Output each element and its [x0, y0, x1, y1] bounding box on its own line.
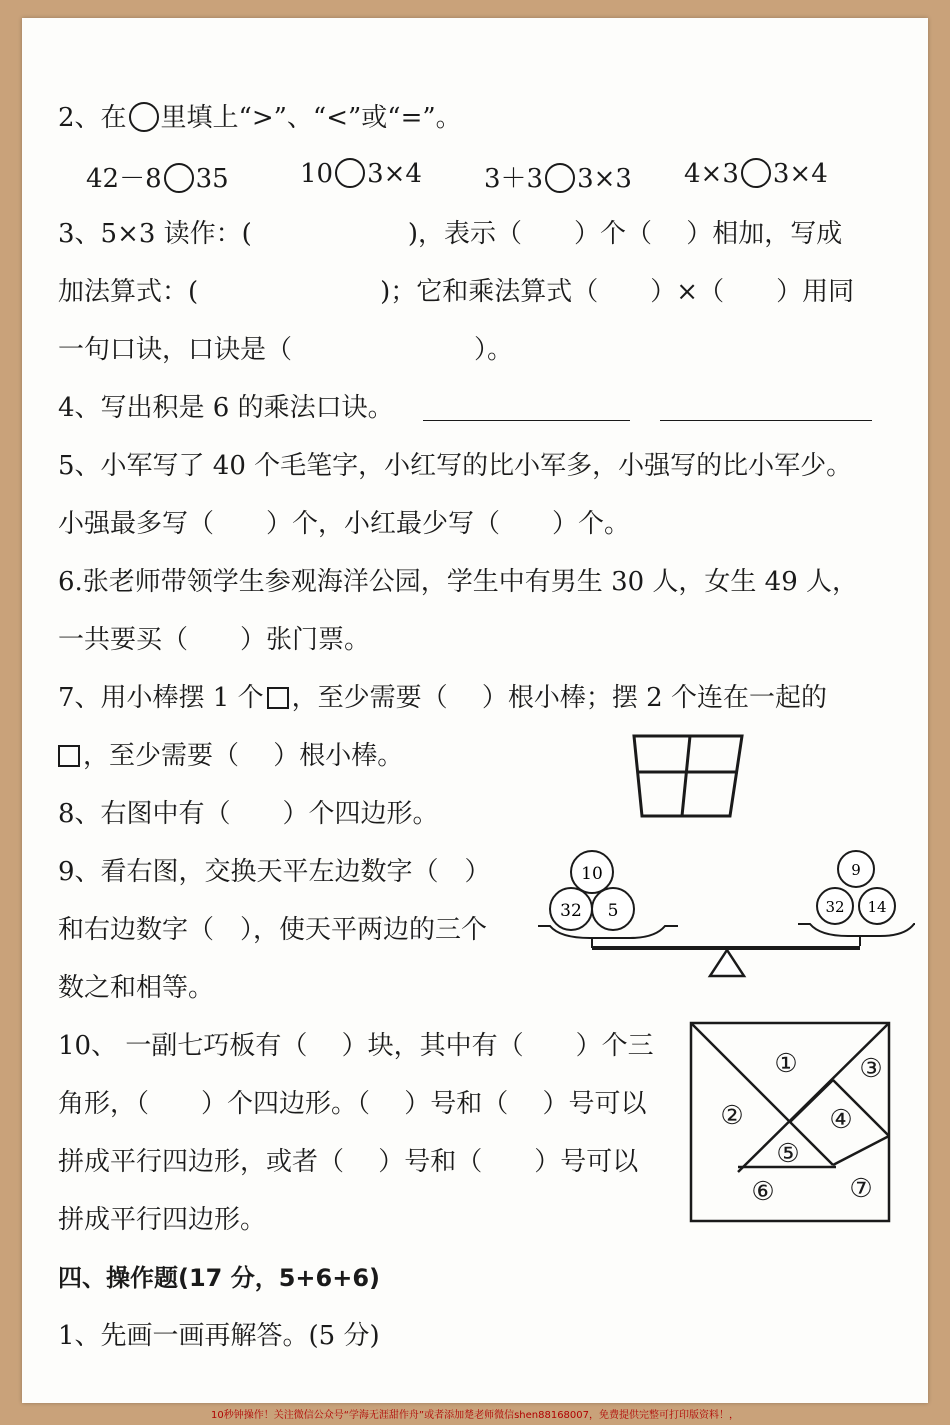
q2-item-4: 4×3 3×4 — [684, 159, 828, 189]
q7-line-1: 7、用小棒摆 1 个 ，至少需要（ ）根小棒；摆 2 个连在一起的 — [58, 683, 827, 713]
q2-item-3: 3＋3 3×3 — [484, 164, 632, 194]
q8-quadrilateral-figure — [630, 730, 750, 822]
tangram-figure — [688, 1020, 892, 1224]
q5-line-1: 5、小军写了 40 个毛笔字，小红写的比小军多，小强写的比小军少。 — [58, 451, 853, 481]
square-icon — [267, 687, 289, 709]
footer-note: 10秒钟操作！关注微信公众号“学海无涯甜作舟”或者添加楚老师微信shen88168007，免费提供完整可打印版资料！， — [210, 1410, 740, 1421]
q6-line-2: 一共要买（ ）张门票。 — [58, 625, 371, 655]
ball-label: 14 — [867, 898, 887, 916]
ball — [550, 888, 592, 930]
q6-line-1: 6.张老师带领学生参观海洋公园，学生中有男生 30 人，女生 49 人， — [58, 567, 859, 597]
ball — [838, 851, 874, 887]
section-4-q1: 1、先画一画再解答。(5 分) — [58, 1321, 380, 1351]
q3-line-1: 3、5×3 读作：( )，表示（ ）个（ ）相加，写成 — [58, 219, 843, 249]
q9-line-3: 数之和相等。 — [58, 973, 215, 1003]
q2-instruction: 2、在 里填上“>”、“<”或“=”。 — [58, 103, 462, 133]
q10-line-2: 角形，（ ）个四边形。（ ）号和（ ）号可以 — [58, 1089, 647, 1119]
q8-text: 8、右图中有（ ）个四边形。 — [58, 799, 439, 829]
ball-label: 32 — [560, 901, 582, 921]
q9-balance-scale — [530, 842, 920, 982]
piece-label: ② — [720, 1101, 744, 1131]
ball — [817, 888, 853, 924]
section-4-title: 四、操作题(17 分，5+6+6) — [58, 1264, 381, 1292]
piece-label: ③ — [859, 1054, 883, 1084]
q2-item-1: 42－8 35 — [86, 164, 229, 194]
q10-line-3: 拼成平行四边形，或者（ ）号和（ ）号可以 — [58, 1147, 639, 1177]
q4-answer-line-2[interactable] — [660, 420, 872, 421]
q4-answer-line-1[interactable] — [423, 420, 630, 421]
blank-circle-icon[interactable] — [164, 163, 194, 193]
blank-circle-icon[interactable] — [545, 163, 575, 193]
q3-line-2: 加法算式：( )；它和乘法算式（ ）×（ ）用同 — [58, 277, 855, 307]
q2-item-2: 10 3×4 — [300, 159, 422, 189]
q10-line-1: 10、 一副七巧板有（ ）块，其中有（ ）个三 — [58, 1031, 654, 1061]
q5-line-2: 小强最多写（ ）个，小红最少写（ ）个。 — [58, 509, 631, 539]
ball — [592, 888, 634, 930]
piece-label: ① — [774, 1049, 798, 1079]
blank-circle-icon[interactable] — [335, 158, 365, 188]
q4-text: 4、写出积是 6 的乘法口诀。 — [58, 393, 394, 423]
piece-label: ⑤ — [776, 1139, 800, 1169]
blank-circle-icon[interactable] — [741, 158, 771, 188]
q3-line-3: 一句口诀，口诀是（ ）。 — [58, 335, 514, 365]
q7-line-2: ，至少需要（ ）根小棒。 — [58, 739, 403, 773]
ball-label: 5 — [607, 901, 619, 921]
blank-circle-icon — [129, 102, 159, 132]
square-icon — [58, 745, 80, 767]
ball-label: 9 — [851, 861, 861, 879]
ball-label: 10 — [581, 864, 603, 884]
ball — [859, 888, 895, 924]
piece-label: ④ — [829, 1105, 853, 1135]
ball-label: 32 — [825, 898, 845, 916]
q9-line-2: 和右边数字（ ），使天平两边的三个 — [58, 915, 488, 945]
q9-line-1: 9、看右图，交换天平左边数字（ ） — [58, 857, 491, 887]
piece-label: ⑦ — [849, 1174, 873, 1204]
q10-line-4: 拼成平行四边形。 — [58, 1205, 267, 1235]
piece-label: ⑥ — [751, 1177, 775, 1207]
ball — [571, 851, 613, 893]
